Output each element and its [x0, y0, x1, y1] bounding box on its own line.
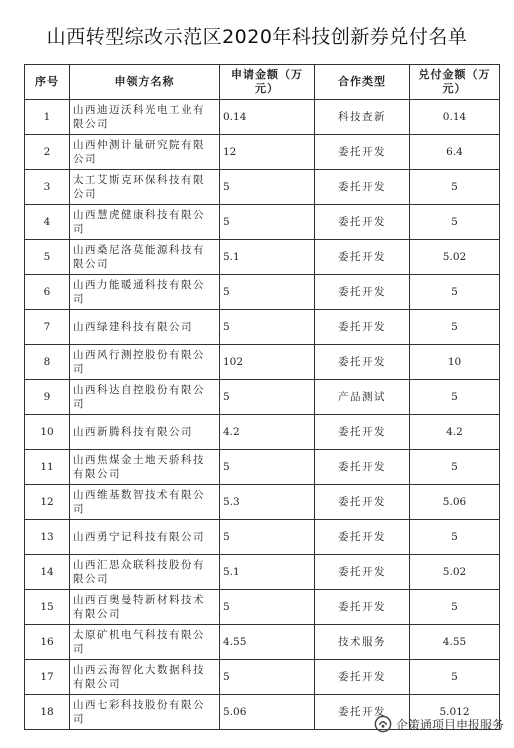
- cell-applied-amount: 5: [220, 450, 315, 485]
- cell-applicant-name: 山西仲测计量研究院有限公司: [70, 135, 220, 170]
- cell-applicant-name: 山西风行测控股份有限公司: [70, 345, 220, 380]
- cell-applicant-name: 山西百奥曼特新材料技术有限公司: [70, 590, 220, 625]
- cell-applied-amount: 0.14: [220, 100, 315, 135]
- cell-no: 14: [25, 555, 70, 590]
- table-row: [25, 310, 500, 345]
- cell-applied-amount: 4.2: [220, 415, 315, 450]
- cell-paid-amount: 5.012: [410, 695, 500, 730]
- cell-paid-amount: 5: [410, 205, 500, 240]
- cell-paid-amount: 5: [410, 310, 500, 345]
- cell-paid-amount: 4.2: [410, 415, 500, 450]
- cell-applicant-name: 山西汇思众联科技股份有限公司: [70, 555, 220, 590]
- cell-applicant-name: 山西力能暖通科技有限公司: [70, 275, 220, 310]
- cell-paid-amount: 5: [410, 520, 500, 555]
- cell-paid-amount: 5: [410, 170, 500, 205]
- header-name: 申领方名称: [70, 65, 220, 100]
- cell-no: 13: [25, 520, 70, 555]
- cell-cooperation-type: 委托开发: [315, 520, 410, 555]
- cell-applicant-name: 太原矿机电气科技有限公司: [70, 625, 220, 660]
- cell-cooperation-type: 委托开发: [315, 485, 410, 520]
- cell-applied-amount: 5: [220, 380, 315, 415]
- cell-applied-amount: 5.1: [220, 555, 315, 590]
- cell-cooperation-type: 技术服务: [315, 625, 410, 660]
- cell-applicant-name: 山西桑尼洛莫能源科技有限公司: [70, 240, 220, 275]
- cell-applied-amount: 102: [220, 345, 315, 380]
- table-row: [25, 345, 500, 380]
- cell-no: 15: [25, 590, 70, 625]
- table-row: [25, 170, 500, 205]
- cell-cooperation-type: 委托开发: [315, 205, 410, 240]
- cell-no: 9: [25, 380, 70, 415]
- cell-applied-amount: 5.3: [220, 485, 315, 520]
- table-row: [25, 100, 500, 135]
- cell-no: 5: [25, 240, 70, 275]
- cell-cooperation-type: 委托开发: [315, 590, 410, 625]
- cell-paid-amount: 5: [410, 450, 500, 485]
- cell-paid-amount: 10: [410, 345, 500, 380]
- cell-applicant-name: 山西勇宁记科技有限公司: [70, 520, 220, 555]
- cell-cooperation-type: 科技查新: [315, 100, 410, 135]
- cell-paid-amount: 5.02: [410, 240, 500, 275]
- table-row: [25, 590, 500, 625]
- cell-applicant-name: 山西慧虎健康科技有限公司: [70, 205, 220, 240]
- cell-no: 6: [25, 275, 70, 310]
- cell-paid-amount: 5.06: [410, 485, 500, 520]
- cell-no: 12: [25, 485, 70, 520]
- cell-applicant-name: 山西科达自控股份有限公司: [70, 380, 220, 415]
- cell-applied-amount: 5: [220, 170, 315, 205]
- cell-no: 3: [25, 170, 70, 205]
- cell-applied-amount: 5.1: [220, 240, 315, 275]
- cell-no: 7: [25, 310, 70, 345]
- cell-paid-amount: 5: [410, 660, 500, 695]
- cell-applicant-name: 山西七彩科技股份有限公司: [70, 695, 220, 730]
- cell-paid-amount: 5: [410, 275, 500, 310]
- cell-cooperation-type: 委托开发: [315, 135, 410, 170]
- table-row: [25, 625, 500, 660]
- cell-applied-amount: 5: [220, 275, 315, 310]
- cell-no: 18: [25, 695, 70, 730]
- cell-cooperation-type: 委托开发: [315, 240, 410, 275]
- table-row: [25, 135, 500, 170]
- header-no: 序号: [25, 65, 70, 100]
- cell-applicant-name: 太工艾斯克环保科技有限公司: [70, 170, 220, 205]
- cell-cooperation-type: 委托开发: [315, 345, 410, 380]
- cell-no: 4: [25, 205, 70, 240]
- cell-cooperation-type: 委托开发: [315, 660, 410, 695]
- table-row: [25, 485, 500, 520]
- header-applied: 申请金额（万元）: [220, 65, 315, 100]
- cell-no: 1: [25, 100, 70, 135]
- document-title: 山西转型综改示范区2020年科技创新券兑付名单: [46, 26, 468, 48]
- award-table: [24, 64, 500, 730]
- table-header-row: [25, 65, 500, 100]
- watermark-text: 企策通项目申报服务: [395, 717, 504, 732]
- cell-no: 11: [25, 450, 70, 485]
- table-row: [25, 380, 500, 415]
- cell-no: 17: [25, 660, 70, 695]
- table-row: [25, 450, 500, 485]
- cell-paid-amount: 5: [410, 380, 500, 415]
- cell-cooperation-type: 委托开发: [315, 415, 410, 450]
- cell-cooperation-type: 委托开发: [315, 310, 410, 345]
- cell-paid-amount: 5: [410, 590, 500, 625]
- cell-paid-amount: 6.4: [410, 135, 500, 170]
- cell-applicant-name: 山西云海智化大数据科技有限公司: [70, 660, 220, 695]
- cell-no: 2: [25, 135, 70, 170]
- cell-applied-amount: 12: [220, 135, 315, 170]
- cell-applicant-name: 山西新腾科技有限公司: [70, 415, 220, 450]
- cell-applicant-name: 山西绿建科技有限公司: [70, 310, 220, 345]
- table-row: [25, 415, 500, 450]
- cell-applied-amount: 5.06: [220, 695, 315, 730]
- table-row: [25, 660, 500, 695]
- cell-cooperation-type: 委托开发: [315, 450, 410, 485]
- cell-applied-amount: 5: [220, 590, 315, 625]
- cell-cooperation-type: 委托开发: [315, 695, 410, 730]
- cell-applicant-name: 山西维基数智技术有限公司: [70, 485, 220, 520]
- cell-cooperation-type: 产品测试: [315, 380, 410, 415]
- table-row: [25, 520, 500, 555]
- cell-cooperation-type: 委托开发: [315, 275, 410, 310]
- table-row: [25, 555, 500, 590]
- watermark: [374, 714, 504, 734]
- header-type: 合作类型: [315, 65, 410, 100]
- cell-no: 10: [25, 415, 70, 450]
- table-row: [25, 275, 500, 310]
- cell-paid-amount: 0.14: [410, 100, 500, 135]
- cell-applied-amount: 5: [220, 660, 315, 695]
- cell-cooperation-type: 委托开发: [315, 555, 410, 590]
- header-paid: 兑付金额（万元）: [410, 65, 500, 100]
- cell-applied-amount: 5: [220, 520, 315, 555]
- cell-applicant-name: 山西焦煤金土地天骄科技有限公司: [70, 450, 220, 485]
- cell-applicant-name: 山西迪迈沃科光电工业有限公司: [70, 100, 220, 135]
- cell-no: 8: [25, 345, 70, 380]
- cell-paid-amount: 5.02: [410, 555, 500, 590]
- wechat-official-account-icon: [374, 715, 392, 733]
- cell-applied-amount: 4.55: [220, 625, 315, 660]
- cell-applied-amount: 5: [220, 205, 315, 240]
- table-row: [25, 240, 500, 275]
- table-row: [25, 205, 500, 240]
- cell-applied-amount: 5: [220, 310, 315, 345]
- cell-cooperation-type: 委托开发: [315, 170, 410, 205]
- cell-no: 16: [25, 625, 70, 660]
- cell-paid-amount: 4.55: [410, 625, 500, 660]
